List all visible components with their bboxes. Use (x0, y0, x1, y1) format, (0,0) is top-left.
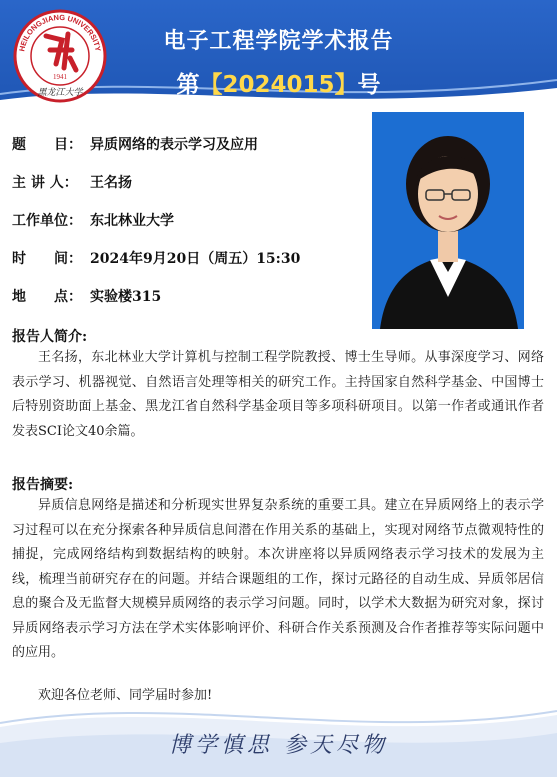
logo-ring-text: HEILONGJIANG UNIVERSITY (17, 12, 103, 53)
report-title: 电子工程学院学术报告 (163, 29, 394, 54)
report-number-value: 【2024015】 (199, 72, 358, 98)
info-unit-label: 工作单位： (12, 213, 82, 229)
abstract-text: 异质信息网络是描述和分析现实世界复杂系统的重要工具。建立在异质网络上的表示学习过程可以在充分探索各种异质信息间潜在作用关系的基础上，实现对网络节点微观特性的捕捉，完成网络结构到数据结构的映射。本次讲座将以异质网络表示学习技术的发展为主线，梳理当前研究存在的问题。并结合课题组的工作，探讨元路径的自动生成、异质邻居信息的聚合及无监督大规模异质网络的表示学习问题。同时，以学术大数据为研究对象，探讨异质网络表示学习方法在学术实体影响评价、科研合作关系预测及合作者推荐等实际问题中的应用。 (12, 498, 544, 660)
info-topic-label: 题 目： (12, 137, 82, 153)
info-unit-value: 东北林业大学 (90, 213, 174, 229)
info-topic (12, 134, 258, 154)
logo-script-name: 黑龙江大学 (37, 88, 83, 98)
abstract-heading: 报告摘要: (12, 477, 74, 493)
info-time-label: 时 间： (12, 251, 82, 267)
footer-decoration (0, 687, 557, 777)
speaker-portrait-image (372, 112, 524, 329)
abstract-closing: 欢迎各位老师、同学届时参加! (38, 688, 213, 703)
speaker-photo (372, 112, 524, 329)
info-place-label: 地 点： (12, 289, 82, 305)
bio-heading: 报告人简介: (12, 329, 88, 345)
info-place-value: 实验楼315 (90, 289, 162, 305)
footer-motto: 博学慎思 参天尽物 (169, 733, 388, 758)
info-time-value: 2024年9月20日（周五）15:30 (90, 251, 301, 267)
info-speaker-value: 王名扬 (90, 175, 132, 191)
info-speaker-label: 主 讲 人： (12, 175, 78, 191)
info-place (12, 286, 161, 306)
report-number-prefix: 第 (176, 72, 200, 98)
bio-text: 王名扬，东北林业大学计算机与控制工程学院教授、博士生导师。从事深度学习、网络表示学习、机器视觉、自然语言处理等相关的研究工作。主持国家自然科学基金、中国博士后特别资助面上基金、黑龙江省自然科学基金项目等多项科研项目。以第一作者或通讯作者发表SCI论文40余篇。 (12, 350, 544, 439)
university-logo (10, 6, 110, 106)
info-unit (12, 210, 174, 230)
logo-year: 1941 (53, 73, 67, 81)
info-speaker (12, 172, 132, 192)
report-number-suffix: 号 (357, 72, 381, 98)
info-topic-value: 异质网络的表示学习及应用 (90, 137, 258, 153)
info-time (12, 248, 300, 268)
